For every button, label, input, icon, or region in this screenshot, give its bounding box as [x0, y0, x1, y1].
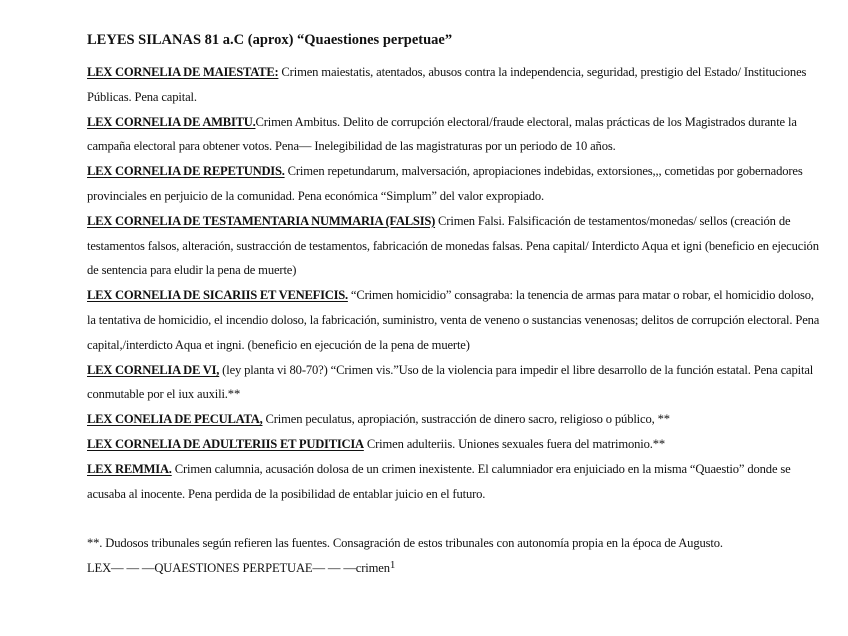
law-name-testamentaria: LEX CORNELIA DE TESTAMENTARIA NUMMARIA (FALSIS) [87, 213, 436, 228]
entry-maiestate [87, 60, 822, 110]
law-name-sicariis: LEX CORNELIA DE SICARIIS ET VENEFICIS. [87, 288, 348, 303]
note-paragraph: **. Dudosos tribunales según refieren las fuentes. Consagración de estos tribunales con autonomía propia en la época de Augusto. [87, 536, 723, 551]
law-name-ambitu: LEX CORNELIA DE AMBITU. [87, 114, 256, 129]
entry-vi [87, 358, 822, 408]
law-name-repetundis: LEX CORNELIA DE REPETUNDIS. [87, 164, 285, 179]
footnote-mark[interactable]: 1 [389, 558, 396, 571]
law-text-ambitu: Crimen Ambitus. Delito de corrupción electoral/fraude electoral, malas prácticas de los Magistrados durante la campaña electoral para obtener votos. Pena— Inelegibilidad de las magistraturas por un periodo de 10 años. [87, 114, 797, 154]
law-name-vi: LEX CORNELIA DE VI, [87, 362, 220, 377]
last-line [87, 556, 822, 581]
law-text-testamentaria: Crimen Falsi. Falsificación de testamentos/monedas/ sellos (creación de testamentos falsos, alteración, sustracción de testamentos, fabricación de monedas falsas. Pena capital/ Interdicto Aqua et igni (beneficio en ejecución de sentencia para eludir la pena de muerte) [87, 213, 819, 278]
law-name-remmia: LEX REMMIA. [87, 461, 172, 476]
law-text-sicariis: “Crimen homicidio” consagraba: la tenencia de armas para matar o robar, el homicidio doloso, la tentativa de homicidio, el incendio doloso, la fabricación, suministro, venta de veneno o sustancias venenosas; delitos de corrupción electoral. Pena capital,/interdicto Aqua et ingni. (beneficio en ejecución de la pena de muerte) [87, 288, 820, 352]
blank-line [87, 506, 822, 531]
law-name-maiestate: LEX CORNELIA DE MAIESTATE: [87, 65, 279, 79]
entry-remmia [87, 457, 822, 507]
document-page [87, 30, 822, 581]
law-name-peculata: LEX CONELIA DE PECULATA, [87, 412, 263, 427]
law-text-repetundis: Crimen repetundarum, malversación, apropiaciones indebidas, extorsiones,,, cometidas por gobernadores provinciales en perjuicio de la comunidad. Pena económica “Simplum” del valor expropiado. [87, 164, 803, 203]
entry-ambitu [87, 110, 822, 160]
law-text-peculata: Crimen peculatus, apropiación, sustracción de dinero sacro, religioso o público, ** [262, 412, 670, 427]
document-title: LEYES SILANAS 81 a.C (aprox) “Quaestiones perpetuae” [87, 32, 453, 48]
entry-adulteriis [87, 432, 822, 457]
law-text-remmia: Crimen calumnia, acusación dolosa de un crimen inexistente. El calumniador era enjuiciado en la misma “Quaestio” donde se acusaba al inocente. Pena perdida de la posibilidad de entablar juicio en el futuro. [87, 461, 791, 501]
entry-sicariis [87, 283, 822, 357]
entry-testamentaria [87, 209, 822, 283]
entry-peculata [87, 407, 822, 432]
law-text-maiestate: Crimen maiestatis, atentados, abusos contra la independencia, seguridad, prestigio del Estado/ Instituciones Públicas. Pena capital. [87, 65, 807, 104]
last-line-text: LEX— — —QUAESTIONES PERPETUAE— — —crimen [87, 560, 390, 575]
entry-repetundis [87, 159, 822, 209]
law-text-vi: (ley planta vi 80-70?) “Crimen vis.”Uso de la violencia para impedir el libre desarrollo de la función estatal. Pena capital conmutable por el iux auxili.** [87, 362, 814, 402]
law-name-adulteriis: LEX CORNELIA DE ADULTERIIS ET PUDITICIA [87, 436, 364, 451]
law-text-adulteriis: Crimen adulteriis. Uniones sexuales fuera del matrimonio.** [363, 436, 666, 451]
